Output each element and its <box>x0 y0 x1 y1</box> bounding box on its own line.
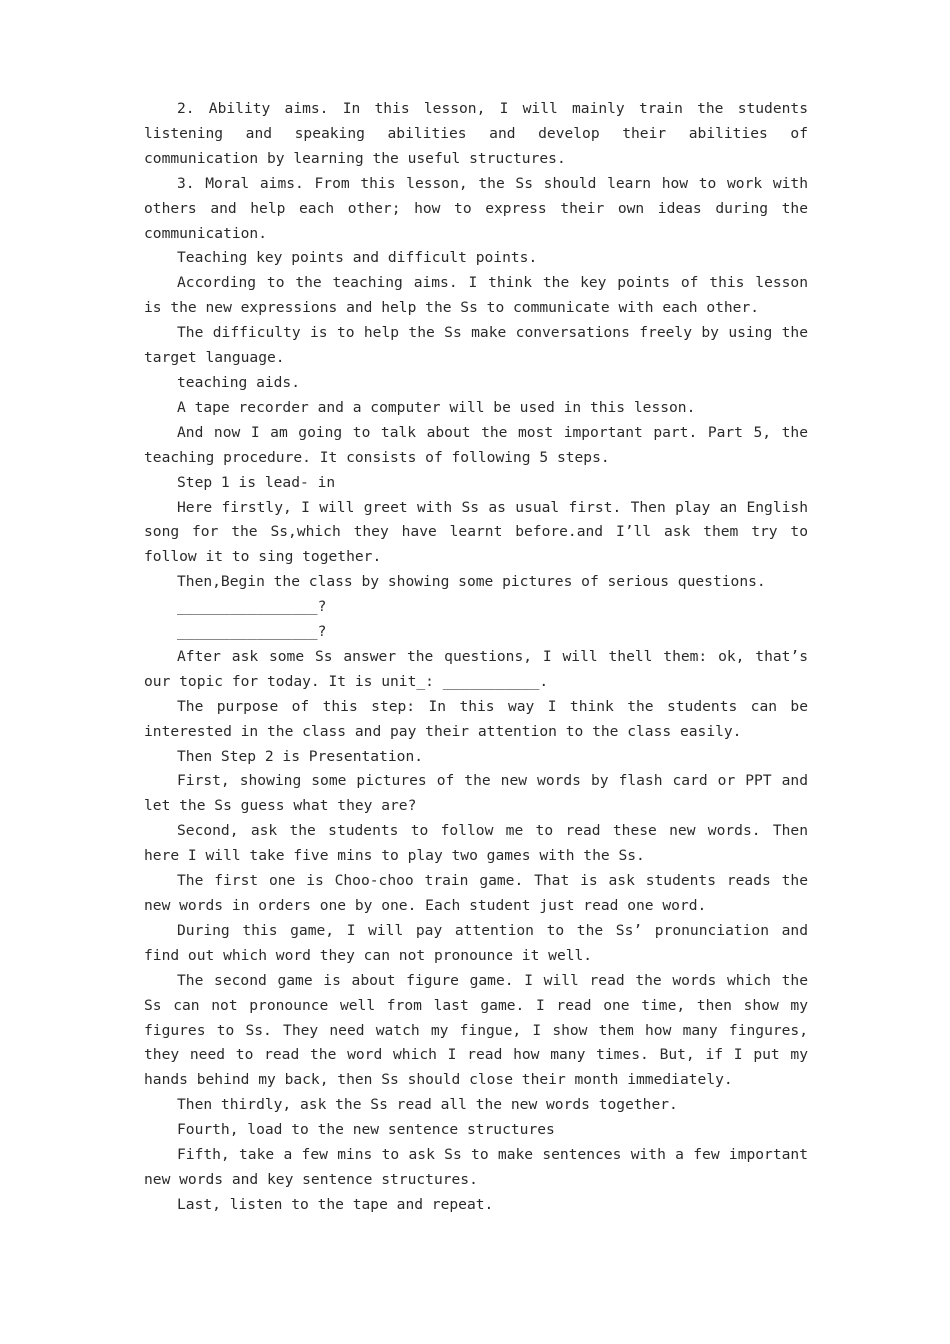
paragraph-greeting: Here firstly, I will greet with Ss as usual first. Then play an English song for the Ss,which they have learnt before.and I’ll ask them try to follow it to sing together. <box>144 498 808 566</box>
paragraph-teaching-aids: A tape recorder and a computer will be used in this lesson. <box>177 398 696 416</box>
paragraph-step-2-heading: Then Step 2 is Presentation. <box>177 747 424 765</box>
paragraph-fourth: Fourth, load to the new sentence structures <box>177 1121 555 1139</box>
paragraph-purpose: The purpose of this step: In this way I think the students can be interested in the class and pay their attention to the class easily. <box>144 697 808 740</box>
paragraph-difficulty: The difficulty is to help the Ss make conversations freely by using the target language. <box>144 324 808 367</box>
paragraph-blank-question-2: ________________? <box>177 623 327 641</box>
paragraph-figure-game: The second game is about figure game. I will read the words which the Ss can not pronounce well from last game. I read one time, then show my figures to Ss. They need watch my fingue, I show them how many fingures, they need to read the word which I read how many times. But, if I put my hands behind my back, then Ss should close their month immediately. <box>144 971 808 1089</box>
paragraph-fifth: Fifth, take a few mins to ask Ss to make sentences with a few important new words and key sentence structures. <box>144 1146 808 1188</box>
paragraph-first: First, showing some pictures of the new words by flash card or PPT and let the Ss guess what they are? <box>144 772 808 815</box>
document-body <box>144 97 808 1218</box>
paragraph-thirdly: Then thirdly, ask the Ss read all the new words together. <box>177 1096 678 1114</box>
paragraph-teaching-aids-heading: teaching aids. <box>177 373 301 391</box>
paragraph-moral-aims: 3. Moral aims. From this lesson, the Ss should learn how to work with others and help each other; how to express their own ideas during the communication. <box>144 174 808 242</box>
paragraph-procedure-intro: And now I am going to talk about the most important part. Part 5, the teaching procedure. It consists of following 5 steps. <box>144 423 808 466</box>
paragraph-ability-aims: 2. Ability aims. In this lesson, I will mainly train the students listening and speaking abilities and develop their abilities of communication by learning the useful structures. <box>144 100 808 167</box>
paragraph-choo-choo-game: The first one is Choo-choo train game. That is ask students reads the new words in orders one by one. Each student just read one word. <box>144 872 808 914</box>
paragraph-blank-question-1: ________________? <box>177 598 327 616</box>
paragraph-key-points-heading: Teaching key points and difficult points. <box>177 249 538 267</box>
paragraph-topic: After ask some Ss answer the questions, I will thell them: ok, that’s our topic for today. It is unit_: ___________. <box>144 647 808 690</box>
paragraph-last: Last, listen to the tape and repeat. <box>177 1195 494 1213</box>
paragraph-key-points: According to the teaching aims. I think the key points of this lesson is the new expressions and help the Ss to communicate with each other. <box>144 274 808 317</box>
paragraph-pictures: Then,Begin the class by showing some pictures of serious questions. <box>177 573 766 591</box>
paragraph-pronunciation: During this game, I will pay attention to the Ss’ pronunciation and find out which word they can not pronounce it well. <box>144 921 808 964</box>
paragraph-step-1-heading: Step 1 is lead- in <box>177 473 336 491</box>
paragraph-second: Second, ask the students to follow me to read these new words. Then here I will take five mins to play two games with the Ss. <box>144 822 808 865</box>
